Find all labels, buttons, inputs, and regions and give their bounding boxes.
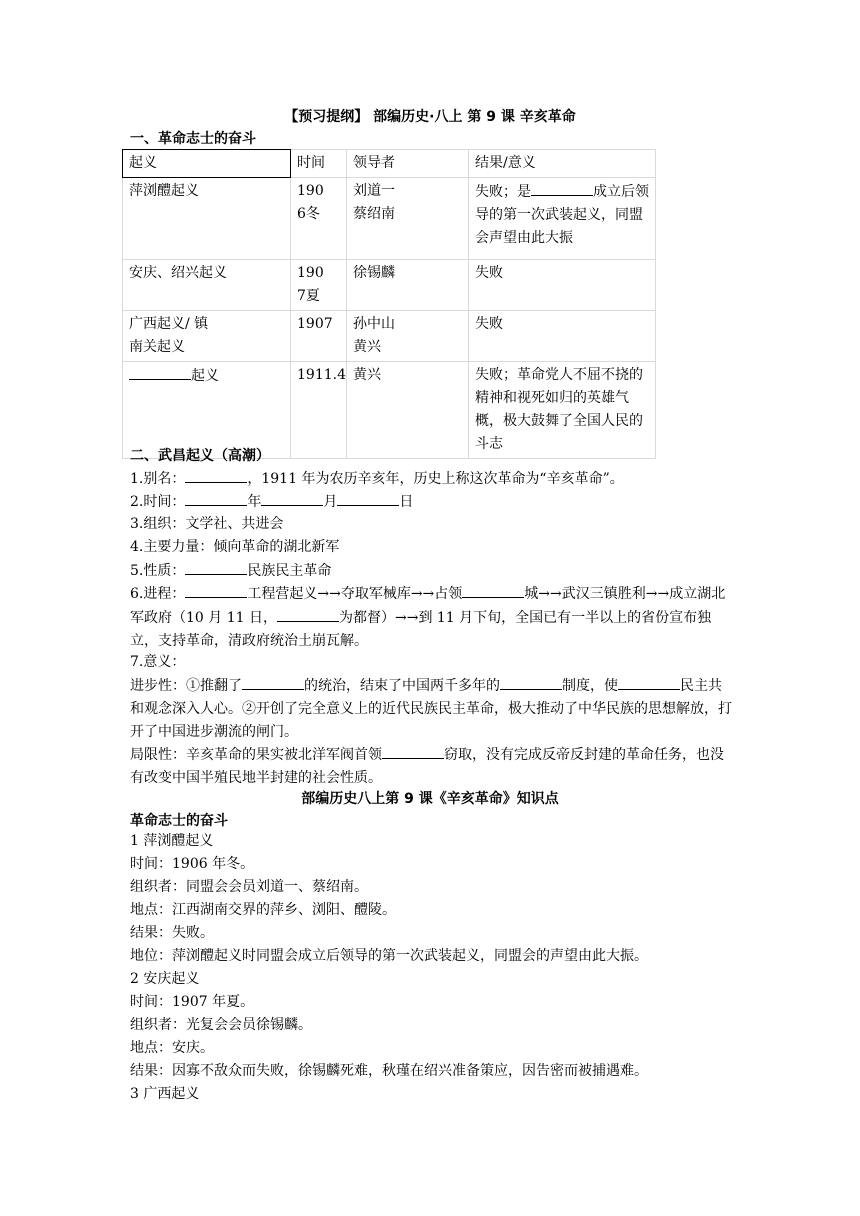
fill-blank[interactable] [242, 674, 304, 690]
fill-blank[interactable] [185, 582, 247, 598]
table-cell: 黄兴 [347, 362, 469, 459]
item-nature: 5.性质： 民族民主革命 [130, 559, 735, 583]
table-cell: 起义 [123, 362, 291, 459]
fill-blank[interactable] [261, 490, 323, 506]
knowledge-line: 3 广西起义 [130, 1086, 200, 1102]
table-cell: 失败 [469, 311, 656, 362]
fill-blank[interactable] [185, 490, 247, 506]
table-cell: 失败；革命党人不屈不挠的精神和视死如归的英雄气概，极大鼓舞了全国人民的斗志 [469, 362, 656, 459]
item-alias: 1.别名： ，1911 年为农历辛亥年，历史上称这次革命为“辛亥革命”。 [130, 467, 735, 491]
knowledge-line: 1 萍浏醴起义 [130, 833, 214, 849]
table-cell: 徐锡麟 [347, 260, 469, 311]
uprisings-table [122, 149, 656, 459]
fill-blank[interactable] [500, 674, 562, 690]
knowledge-line: 时间：1906 年冬。 [130, 856, 255, 872]
item-progressive: 进步性：①推翻了 的统治，结束了中国两千多年的 制度，使 民主共和观念深入人心。②开创了完全意义上的近代民族民主革命，极大推动了中华民族的思想解放，打开了中国进步潮流的闸门。 [130, 674, 735, 744]
header-cell: 结果/意义 [469, 150, 656, 178]
knowledge-line: 结果：因寡不敌众而失败，徐锡麟死难，秋瑾在绍兴准备策应，因告密而被捕遇难。 [130, 1063, 648, 1079]
knowledge-line: 地点：江西湖南交界的萍乡、浏阳、醴陵。 [130, 902, 396, 918]
table-cell: 广西起义/ 镇南关起义 [123, 311, 291, 362]
fill-blank[interactable] [129, 364, 191, 380]
table-cell: 刘道一 蔡绍南 [347, 178, 469, 260]
table-cell: 1906冬 [291, 178, 347, 260]
table-row [123, 311, 656, 362]
knowledge-line: 结果：失败。 [130, 925, 214, 941]
item-main-force: 4.主要力量：倾向革命的湖北新军 [130, 539, 340, 555]
fill-blank[interactable] [618, 674, 680, 690]
fill-blank[interactable] [382, 743, 444, 759]
fill-blank[interactable] [462, 582, 524, 598]
fill-blank[interactable] [337, 490, 399, 506]
knowledge-line: 组织者：同盟会会员刘道一、蔡绍南。 [130, 879, 368, 895]
knowledge-line: 时间：1907 年夏。 [130, 994, 255, 1010]
table-cell: 失败；是 成立后领导的第一次武装起义，同盟会声望由此大振 [469, 178, 656, 260]
knowledge-line: 地点：安庆。 [130, 1040, 214, 1056]
knowledge-section-heading: 革命志士的奋斗 [130, 813, 228, 829]
table-row [123, 178, 656, 260]
table-cell: 孙中山 黄兴 [347, 311, 469, 362]
header-cell: 起义 [123, 150, 291, 178]
page-title: 【预习提纲】 部编历史·八上 第 9 课 辛亥革命 [284, 109, 576, 125]
table-cell: 1911.4 [291, 362, 347, 459]
header-cell: 领导者 [347, 150, 469, 178]
item-process: 6.进程： 工程营起义→→夺取军械库→→占领 城→→武汉三镇胜利→→成立湖北军政府（10 月 11 日， 为都督）→→到 11 月下旬，全国已有一半以上的省份宣布独立，支持革命，清政府统治土崩瓦解。 [130, 582, 735, 653]
fill-blank[interactable] [185, 467, 247, 483]
table-cell: 萍浏醴起义 [123, 178, 291, 260]
knowledge-line: 地位：萍浏醴起义时同盟会成立后领导的第一次武装起义，同盟会的声望由此大振。 [130, 948, 648, 964]
knowledge-title: 部编历史八上第 9 课《辛亥革命》知识点 [301, 791, 559, 807]
table-cell: 1907夏 [291, 260, 347, 311]
section-heading-2: 二、武昌起义（高潮） [130, 448, 270, 464]
item-date: 2.时间： 年 月 日 [130, 490, 735, 514]
table-cell: 1907 [291, 311, 347, 362]
table-cell: 安庆、绍兴起义 [123, 260, 291, 311]
item-organization: 3.组织：文学社、共进会 [130, 516, 284, 532]
table-row [123, 362, 656, 459]
header-cell: 时间 [291, 150, 347, 178]
table-cell: 失败 [469, 260, 656, 311]
section-heading-1: 一、革命志士的奋斗 [130, 131, 256, 147]
fill-blank[interactable] [277, 606, 339, 622]
knowledge-line: 组织者：光复会会员徐锡麟。 [130, 1017, 312, 1033]
table-row [123, 260, 656, 311]
table-header-row [123, 150, 656, 178]
knowledge-line: 2 安庆起义 [130, 971, 200, 987]
item-significance: 7.意义： [130, 654, 186, 670]
fill-blank[interactable] [531, 180, 593, 196]
fill-blank[interactable] [185, 559, 247, 575]
item-limitation: 局限性：辛亥革命的果实被北洋军阀首领 窃取，没有完成反帝反封建的革命任务，也没有改变中国半殖民地半封建的社会性质。 [130, 743, 735, 790]
